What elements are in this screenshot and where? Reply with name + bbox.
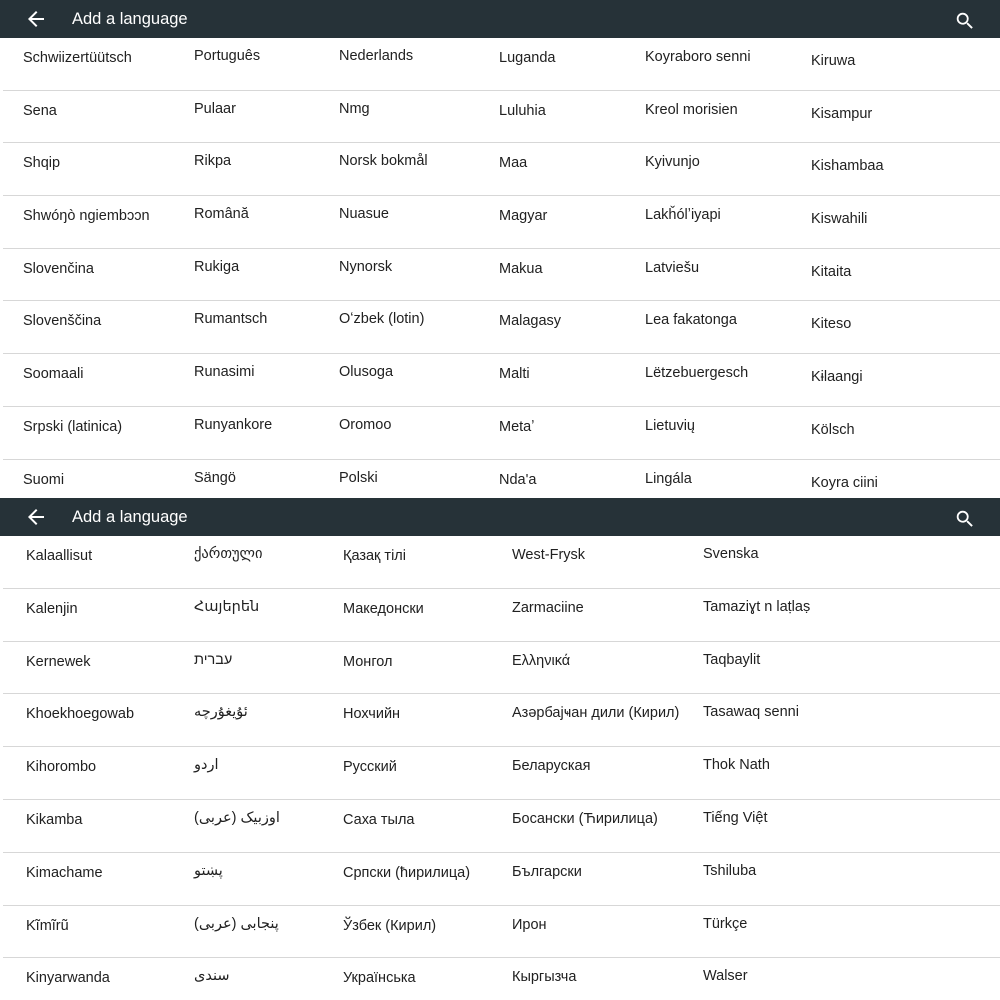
language-item[interactable]: Luganda	[499, 50, 556, 66]
language-row	[3, 958, 1000, 1000]
language-item[interactable]: Kimachame	[26, 864, 103, 881]
language-item[interactable]: Lea fakatonga	[645, 312, 737, 329]
language-item[interactable]: Kreol morisien	[645, 101, 738, 118]
language-item[interactable]: Nmg	[339, 100, 370, 117]
language-item[interactable]: Українська	[343, 970, 416, 987]
language-item[interactable]: Rikpa	[194, 153, 232, 170]
language-item[interactable]: Kisampur	[811, 105, 873, 122]
language-item[interactable]: Sängö	[194, 469, 236, 486]
arrow-back-icon[interactable]	[24, 505, 48, 529]
language-row	[3, 407, 1000, 460]
language-item[interactable]: Rukiga	[194, 258, 240, 275]
language-item[interactable]: Lietuvių	[645, 417, 695, 434]
language-item[interactable]: Српски (ћирилица)	[343, 864, 471, 881]
language-item[interactable]: Азәрбајҹан дили (Кирил)	[512, 705, 680, 722]
language-row	[3, 143, 1000, 196]
language-item[interactable]: Rumantsch	[194, 311, 268, 328]
language-item[interactable]: Kyivunjo	[645, 154, 700, 171]
language-item[interactable]: Shqip	[23, 155, 61, 172]
language-item[interactable]: Polski	[339, 469, 378, 486]
language-item[interactable]: Kiruwa	[811, 53, 856, 69]
language-item[interactable]: Metaʼ	[499, 418, 535, 435]
language-item[interactable]: Русский	[343, 759, 397, 776]
language-item[interactable]: Nuasue	[339, 206, 389, 223]
language-item[interactable]: Luluhia	[499, 102, 546, 119]
language-picker-panel-2	[0, 498, 1000, 1000]
language-item[interactable]: Nynorsk	[339, 258, 393, 275]
language-item[interactable]: Makua	[499, 260, 543, 277]
language-item[interactable]: Беларуская	[512, 758, 591, 775]
language-item[interactable]: Ўзбек (Кирил)	[343, 917, 437, 934]
language-item[interactable]: Kernewek	[26, 653, 91, 670]
app-bar	[0, 498, 1000, 536]
language-item[interactable]: Kalaallisut	[26, 548, 93, 564]
language-row	[3, 354, 1000, 407]
language-item[interactable]: Lëtzebuergesch	[645, 365, 749, 382]
language-row	[3, 589, 1000, 642]
page-title: Add a language	[72, 10, 188, 28]
language-item[interactable]: Thok Nath	[703, 757, 770, 774]
language-item[interactable]: Kölsch	[811, 421, 855, 438]
language-item[interactable]: Tamaziɣt n laṭlaṣ	[703, 598, 811, 615]
language-item[interactable]: Runasimi	[194, 364, 255, 381]
language-item[interactable]: Svenska	[703, 546, 759, 562]
language-row	[3, 536, 1000, 589]
language-item[interactable]: Suomi	[23, 471, 65, 488]
language-row	[3, 301, 1000, 354]
language-row	[3, 853, 1000, 906]
language-item[interactable]: Soomaali	[23, 366, 84, 383]
language-item[interactable]: Kiteso	[811, 316, 852, 333]
language-item[interactable]: Tiếng Việt	[703, 809, 768, 826]
language-item[interactable]: Саха тыла	[343, 811, 415, 828]
language-item[interactable]: Ирон	[512, 916, 547, 933]
language-item[interactable]: Olusoga	[339, 364, 394, 381]
page-title: Add a language	[72, 508, 188, 526]
language-item[interactable]: Lakȟólʼiyapi	[645, 207, 721, 224]
language-item[interactable]: Tshiluba	[703, 862, 757, 879]
language-item[interactable]: Ελληνικά	[512, 652, 571, 669]
language-item[interactable]: Kikamba	[26, 811, 83, 828]
language-item[interactable]: Koyra ciini	[811, 474, 878, 491]
language-item[interactable]: Runyankore	[194, 416, 273, 433]
language-item[interactable]: اردو	[194, 757, 219, 774]
language-item[interactable]: پنجابی (عربی)	[194, 915, 279, 932]
language-item[interactable]: Sena	[23, 102, 57, 119]
language-item[interactable]: Koyraboro senni	[645, 49, 751, 65]
language-item[interactable]: Нохчийн	[343, 706, 401, 723]
language-item[interactable]: Malagasy	[499, 313, 562, 330]
language-item[interactable]: Kĩmĩrũ	[26, 917, 69, 934]
language-item[interactable]: עברית	[194, 651, 233, 668]
language-item[interactable]: Walser	[703, 968, 748, 985]
language-item[interactable]: ქართული	[194, 546, 263, 562]
language-item[interactable]: Pulaar	[194, 100, 236, 117]
app-bar	[0, 0, 1000, 38]
language-item[interactable]: Latviešu	[645, 259, 700, 276]
language-item[interactable]: پښتو	[194, 862, 223, 879]
language-item[interactable]: سندی	[194, 968, 230, 985]
language-item[interactable]: Nederlands	[339, 48, 414, 64]
language-row	[3, 906, 1000, 959]
language-item[interactable]: Português	[194, 48, 261, 64]
language-item[interactable]: Schwiizertüütsch	[23, 50, 132, 66]
language-item[interactable]: Shwóŋò ngiembɔɔn	[23, 208, 150, 225]
search-icon[interactable]	[954, 10, 976, 32]
language-item[interactable]: Slovenščina	[23, 313, 102, 330]
language-item[interactable]: Кыргызча	[512, 969, 577, 986]
language-item[interactable]: Khoekhoegowab	[26, 706, 135, 723]
language-row	[3, 460, 1000, 499]
language-item[interactable]: Maa	[499, 155, 528, 172]
language-row	[3, 694, 1000, 747]
language-item[interactable]: Oʻzbek (lotin)	[339, 311, 425, 328]
language-item[interactable]: Монгол	[343, 653, 393, 670]
language-item[interactable]: Kinyarwanda	[26, 970, 110, 987]
language-item[interactable]: Kalenjin	[26, 600, 78, 617]
language-item[interactable]: ئۇيغۇرچە	[194, 704, 248, 721]
language-item[interactable]: Malti	[499, 366, 530, 383]
language-item[interactable]: Kiswahili	[811, 211, 868, 228]
language-item[interactable]: Română	[194, 206, 249, 223]
language-picker-panel-1	[0, 0, 1000, 498]
language-item[interactable]: Kitaita	[811, 263, 852, 280]
language-list	[0, 38, 1000, 498]
language-item[interactable]: Kihorombo	[26, 759, 97, 776]
language-item[interactable]: Zarmaciine	[512, 599, 584, 616]
language-item[interactable]: Lingála	[645, 470, 692, 487]
language-row	[3, 196, 1000, 249]
language-item[interactable]: Қазақ тілі	[343, 548, 406, 564]
arrow-back-icon[interactable]	[24, 7, 48, 31]
language-list	[0, 536, 1000, 1000]
language-item[interactable]: Oromoo	[339, 416, 392, 433]
language-item[interactable]: West-Frysk	[512, 547, 586, 563]
language-row	[3, 747, 1000, 800]
language-item[interactable]: Kishambaa	[811, 158, 884, 175]
search-icon[interactable]	[954, 508, 976, 530]
language-item[interactable]: Norsk bokmål	[339, 153, 428, 170]
language-item[interactable]: Türkçe	[703, 915, 748, 932]
language-item[interactable]: Srpski (latinica)	[23, 418, 123, 435]
language-row	[3, 800, 1000, 853]
language-item[interactable]: اوزبیک (عربی)	[194, 809, 280, 826]
language-item[interactable]: Nda'a	[499, 471, 537, 488]
language-row	[3, 38, 1000, 91]
language-item[interactable]: Kɨlaangi	[811, 369, 863, 386]
language-item[interactable]: Български	[512, 863, 582, 880]
language-item[interactable]: Taqbaylit	[703, 651, 761, 668]
language-item[interactable]: Հայերեն	[194, 598, 260, 615]
language-row	[3, 91, 1000, 144]
language-item[interactable]: Magyar	[499, 208, 548, 225]
language-item[interactable]: Tasawaq senni	[703, 704, 799, 721]
language-row	[3, 642, 1000, 695]
language-item[interactable]: Босански (Ћирилица)	[512, 810, 658, 827]
language-item[interactable]: Slovenčina	[23, 260, 94, 277]
language-item[interactable]: Македонски	[343, 600, 424, 617]
language-row	[3, 249, 1000, 302]
